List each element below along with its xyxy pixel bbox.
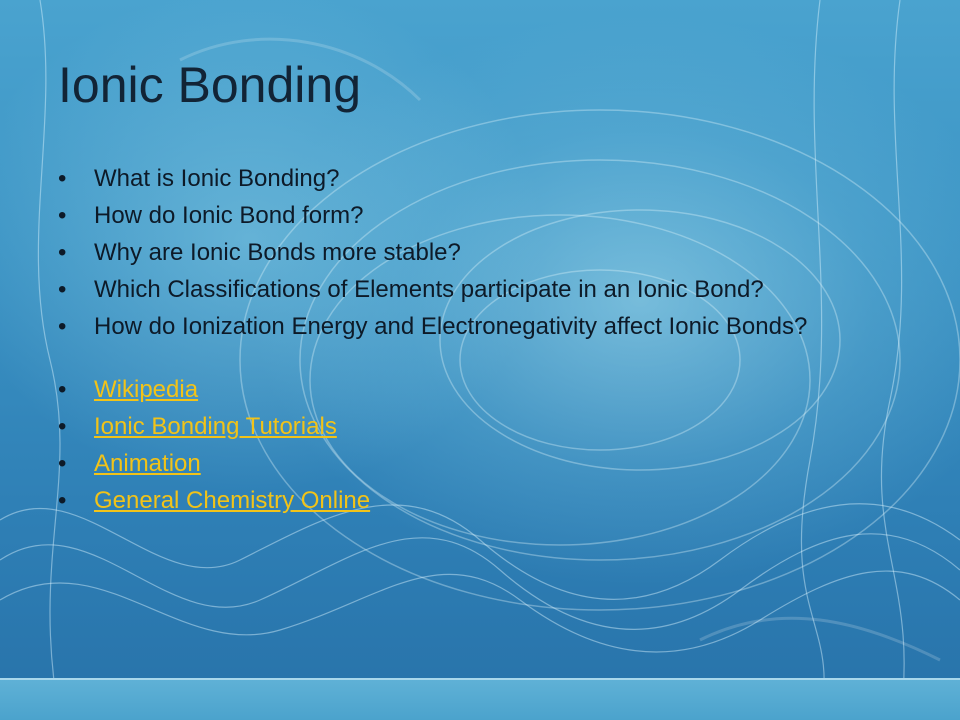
bullet-icon: • xyxy=(58,165,67,192)
list-item xyxy=(56,451,906,476)
list-item xyxy=(56,314,906,339)
question-text: How do Ionic Bond form? xyxy=(94,202,364,229)
bottom-band xyxy=(0,678,960,720)
bullet-icon: • xyxy=(58,313,67,340)
bullet-icon: • xyxy=(58,413,67,440)
question-text: What is Ionic Bonding? xyxy=(94,165,340,192)
question-text: Which Classifications of Elements participate in an Ionic Bond? xyxy=(94,276,764,303)
question-text: How do Ionization Energy and Electronegativity affect Ionic Bonds? xyxy=(94,313,808,340)
link-wikipedia[interactable]: Wikipedia xyxy=(94,376,199,403)
list-item xyxy=(56,414,906,439)
link-general-chemistry-online[interactable]: General Chemistry Online xyxy=(94,487,371,514)
bullet-icon: • xyxy=(58,276,67,303)
question-list xyxy=(56,166,906,339)
link-list xyxy=(56,377,906,513)
bullet-icon: • xyxy=(58,376,67,403)
slide-body xyxy=(56,166,906,525)
bullet-icon: • xyxy=(58,450,67,477)
slide-title: Ionic Bonding xyxy=(58,57,362,113)
list-item xyxy=(56,488,906,513)
list-item xyxy=(56,277,906,302)
bullet-icon: • xyxy=(58,239,67,266)
list-item xyxy=(56,377,906,402)
list-item xyxy=(56,203,906,228)
bullet-icon: • xyxy=(58,202,67,229)
bullet-icon: • xyxy=(58,487,67,514)
list-item xyxy=(56,240,906,265)
link-animation[interactable]: Animation xyxy=(94,450,201,477)
question-text: Why are Ionic Bonds more stable? xyxy=(94,239,461,266)
list-item xyxy=(56,166,906,191)
link-ionic-bonding-tutorials[interactable]: Ionic Bonding Tutorials xyxy=(94,413,337,440)
